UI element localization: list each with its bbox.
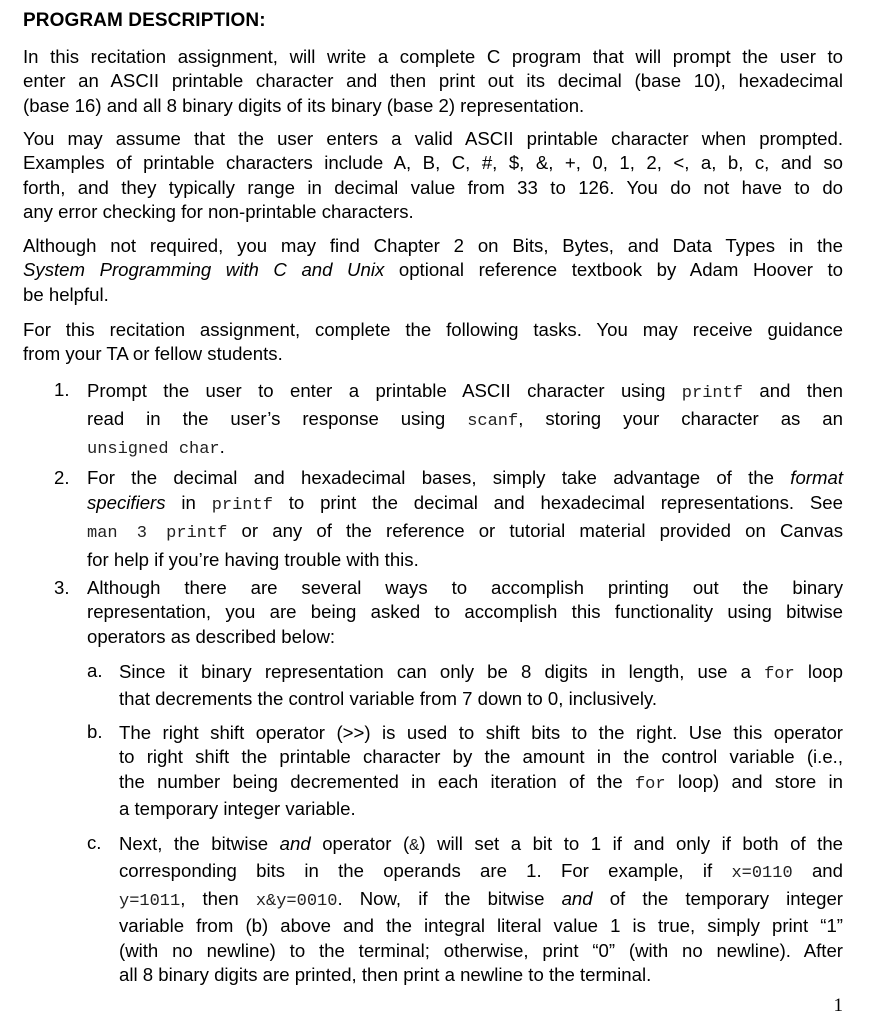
text-span: optional reference textbook by Adam Hoover to — [384, 259, 844, 281]
sub-letter-a: a. — [87, 660, 103, 681]
task-item-2 — [87, 465, 843, 572]
text-span: corresponding bits in the operands are 1. For example, if — [119, 860, 732, 882]
code-unsigned-char: unsigned char — [87, 440, 220, 460]
text-span: . — [219, 436, 225, 458]
subtask-c — [119, 832, 843, 987]
page-number: 1 — [833, 995, 843, 1016]
text-line: to right shift the printable character by the amount in the control variable (i.e., — [119, 746, 843, 768]
text-span: , storing your character as an — [518, 408, 843, 430]
text-span: ) will set a bit to 1 if and only if both of the — [419, 833, 843, 854]
sub-letter-b: b. — [87, 721, 103, 742]
sub-letter-c: c. — [87, 832, 102, 853]
text-line: operators as described below: — [87, 625, 336, 647]
code-man-printf: man 3 printf — [87, 524, 228, 544]
tasks-intro-paragraph — [23, 318, 843, 367]
text-line: In this recitation assignment, will write a complete C program that will prompt the user to — [23, 46, 843, 67]
code-for: for — [634, 774, 666, 794]
text-span: operator ( — [310, 833, 410, 854]
text-line — [87, 434, 843, 462]
text-span: For the decimal and hexadecimal bases, simply take advantage of the — [87, 467, 791, 488]
text-span: . Now, if the bitwise — [337, 887, 562, 909]
list-number-3: 3. — [54, 577, 70, 598]
text-span: read in the user’s response using — [87, 408, 468, 430]
text-line — [119, 859, 843, 886]
text-line: from your TA or fellow students. — [23, 343, 283, 365]
emphasis: format — [790, 467, 843, 488]
text-line — [119, 887, 843, 914]
emphasis: specifiers — [87, 492, 166, 514]
emphasis: and — [279, 833, 311, 854]
code-scanf: scanf — [467, 412, 519, 432]
text-line: any error checking for non-printable characters. — [23, 201, 414, 223]
task-item-3 — [87, 576, 843, 649]
text-span: loop — [794, 661, 843, 682]
text-line: (base 16) and all 8 binary digits of its binary (base 2) representation. — [23, 94, 585, 116]
text-line: for help if you’re having trouble with this. — [87, 548, 419, 570]
text-line — [119, 832, 843, 859]
text-line: variable from (b) above and the integral literal value 1 is true, simply print “1” — [119, 915, 843, 937]
text-line: be helpful. — [23, 283, 109, 305]
code-y-value: y=1011 — [119, 891, 181, 911]
assumption-paragraph — [23, 127, 843, 225]
text-line: representation, you are being asked to accomplish this functionality using bitwise — [87, 601, 843, 623]
code-ampersand: & — [409, 837, 420, 856]
text-span: the number being decremented in each iteration of the — [119, 770, 635, 792]
text-line: For this recitation assignment, complete the following tasks. You may receive guidance — [23, 319, 843, 340]
code-x-and-y: x&y=0010 — [255, 891, 338, 911]
book-title: System Programming with C and Unix — [23, 259, 385, 281]
text-span: Prompt the user to enter a printable ASCII character using — [87, 380, 682, 401]
text-line — [119, 770, 843, 797]
text-line: forth, and they typically range in decimal value from 33 to 126. You do not have to do — [23, 176, 843, 198]
text-line — [87, 406, 843, 434]
text-line: enter an ASCII printable character and then print out its decimal (base 10), hexadecimal — [23, 70, 843, 92]
code-for: for — [764, 665, 795, 684]
text-span: or any of the reference or tutorial material provided on Canvas — [227, 520, 843, 542]
text-line: Examples of printable characters include A, B, C, #, $, &, +, 0, 1, 2, <, a, b, c, and so — [23, 152, 843, 174]
code-x-value: x=0110 — [731, 864, 793, 884]
text-span: loop) and store in — [665, 770, 843, 792]
text-span: in — [165, 492, 212, 514]
emphasis: and — [561, 887, 593, 909]
text-span: of the temporary integer — [592, 887, 843, 909]
text-line — [87, 465, 843, 490]
text-span: Since it binary representation can only be 8 digits in length, use a — [119, 661, 765, 682]
text-span: , then — [180, 887, 256, 909]
subtask-a — [119, 660, 843, 712]
text-line — [87, 518, 843, 546]
list-number-1: 1. — [54, 379, 70, 400]
text-line: You may assume that the user enters a valid ASCII printable character when prompted. — [23, 128, 843, 149]
code-printf: printf — [211, 496, 273, 516]
text-line: a temporary integer variable. — [119, 798, 356, 820]
text-line — [23, 258, 843, 282]
text-line: Although there are several ways to accomplish printing out the binary — [87, 577, 843, 598]
text-span: Next, the bitwise — [119, 833, 280, 854]
section-heading: PROGRAM DESCRIPTION: — [23, 10, 266, 31]
list-number-2: 2. — [54, 467, 70, 488]
reference-paragraph — [23, 234, 843, 307]
subtask-b — [119, 721, 843, 822]
text-span: to print the decimal and hexadecimal representations. See — [272, 492, 843, 514]
text-line: The right shift operator (>>) is used to shift bits to the right. Use this operator — [119, 722, 843, 743]
text-span: and — [792, 860, 843, 882]
text-line — [87, 490, 843, 518]
text-span: and then — [743, 380, 843, 401]
text-line: all 8 binary digits are printed, then print a newline to the terminal. — [119, 964, 652, 986]
text-line — [87, 378, 843, 406]
text-line: that decrements the control variable from 7 down to 0, inclusively. — [119, 688, 658, 710]
text-line: Although not required, you may find Chapter 2 on Bits, Bytes, and Data Types in the — [23, 235, 843, 256]
task-item-1 — [87, 378, 843, 463]
text-line — [119, 660, 843, 687]
code-printf: printf — [681, 384, 744, 403]
intro-paragraph — [23, 45, 843, 118]
text-line: (with no newline) to the terminal; otherwise, print “0” (with no newline). After — [119, 939, 843, 961]
